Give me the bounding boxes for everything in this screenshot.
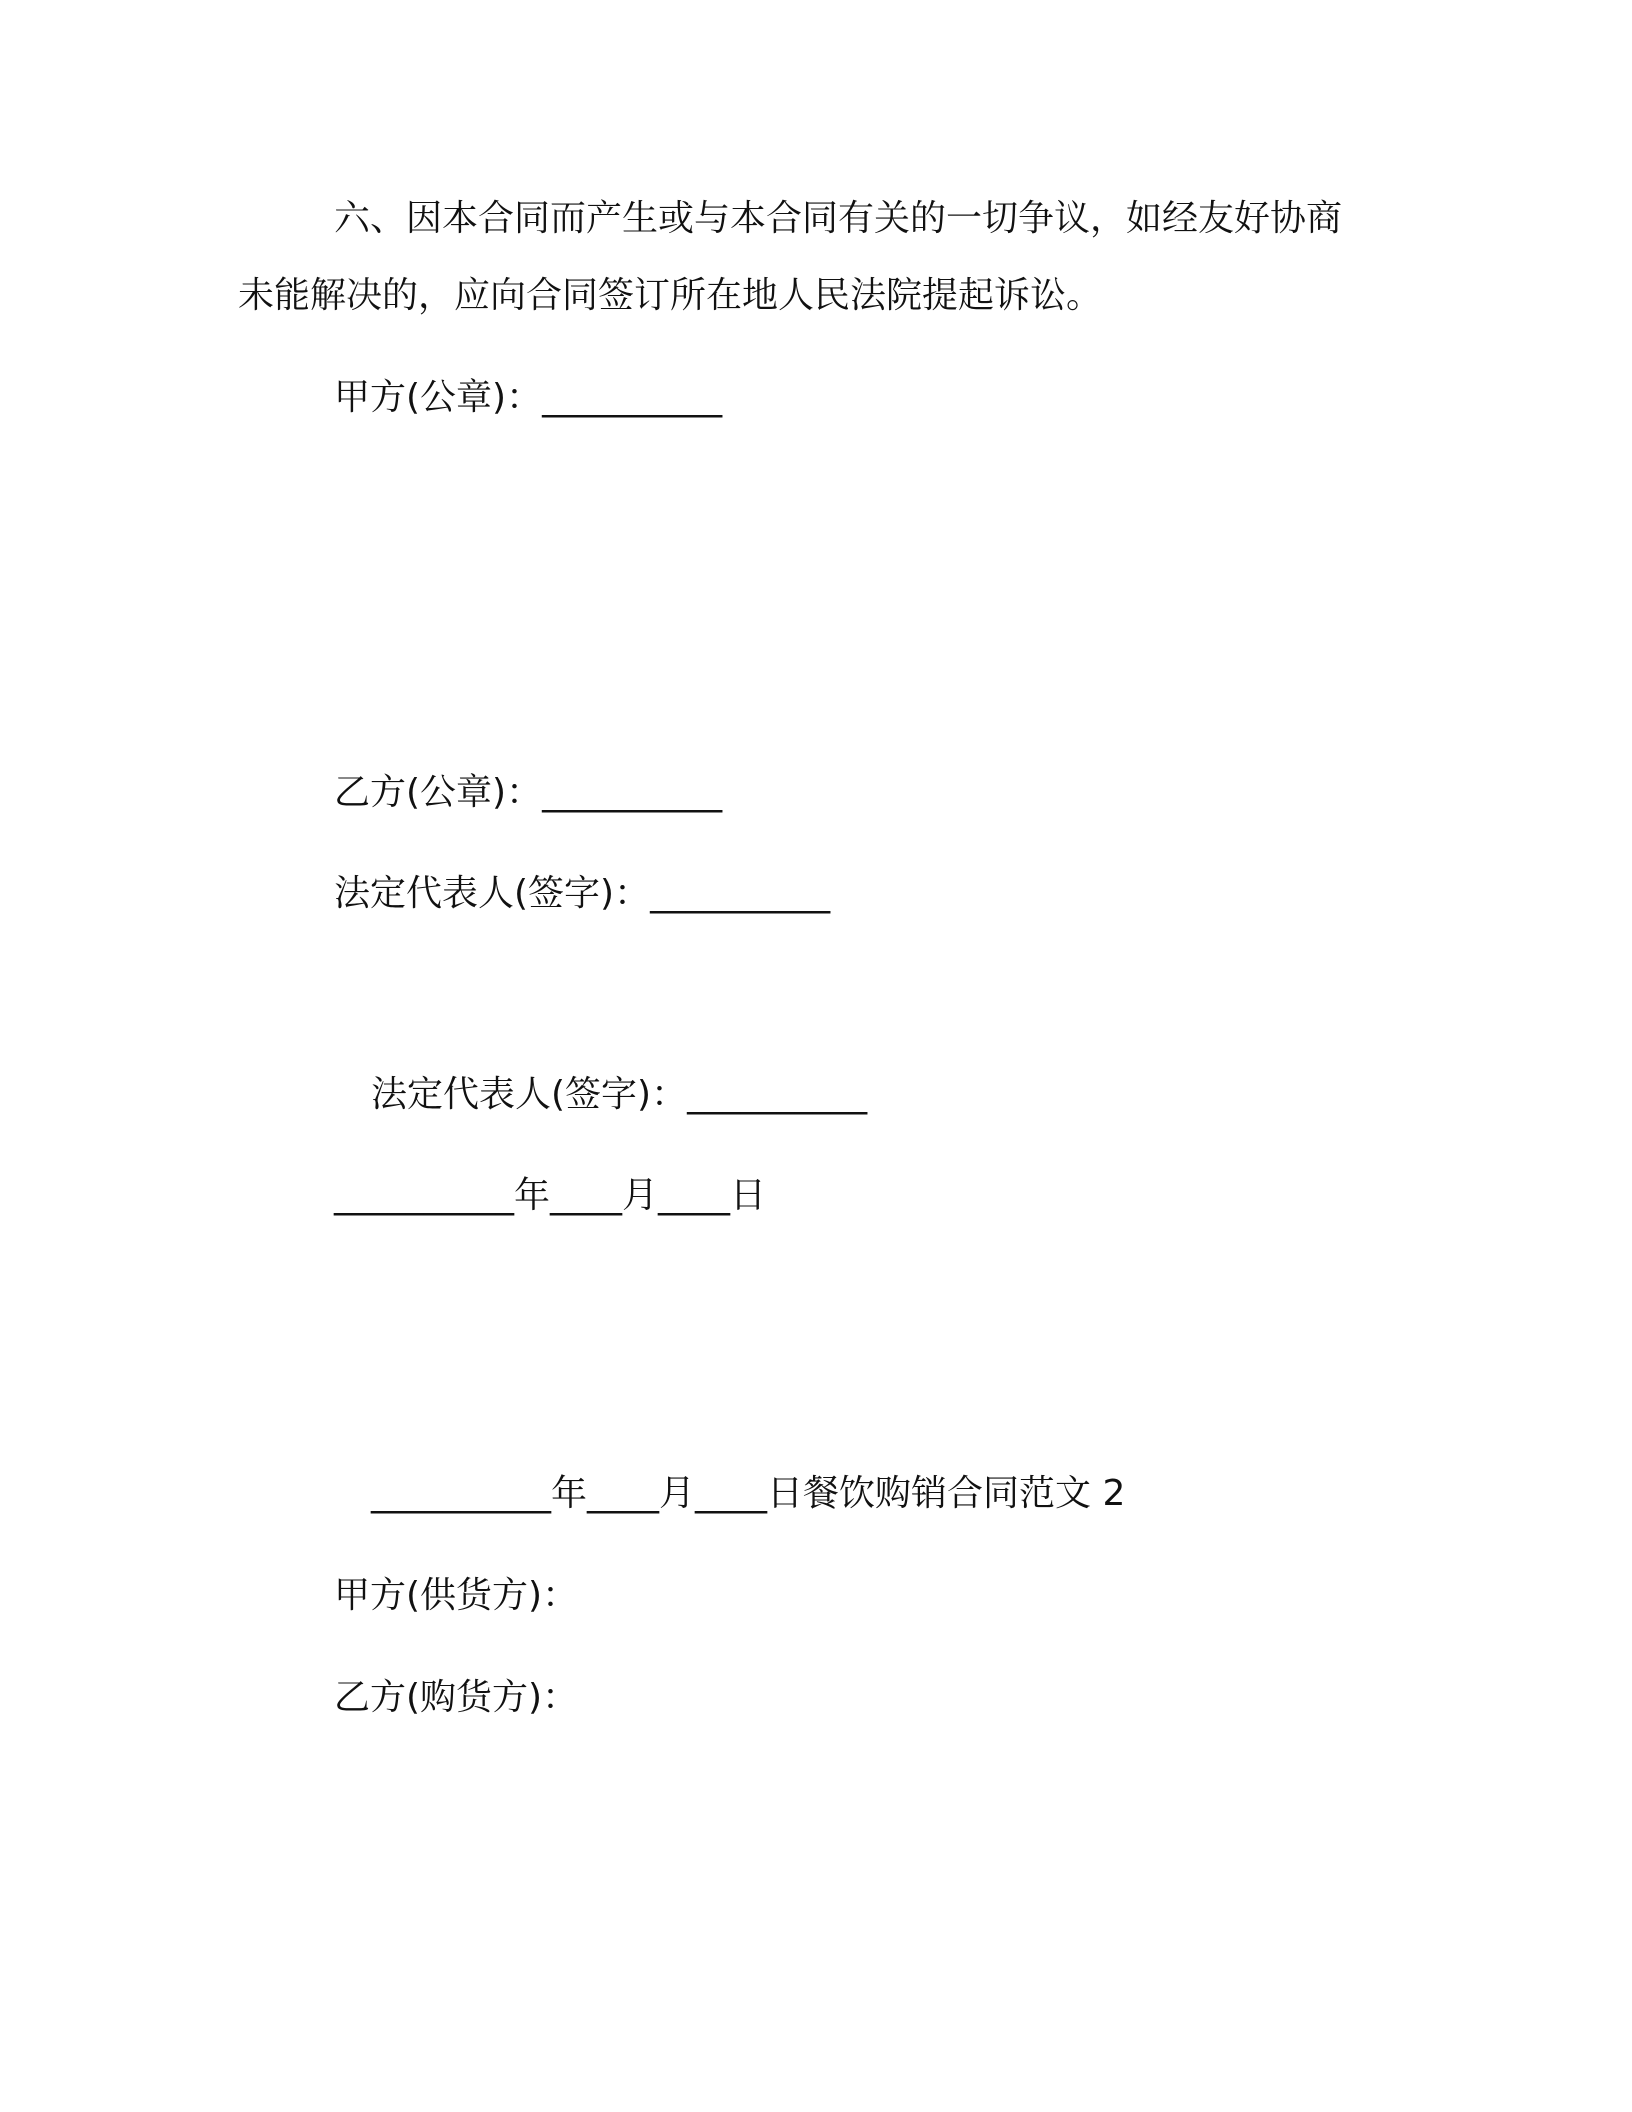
party-b-seal-line: 乙方(公章)：__________ xyxy=(334,772,723,813)
date-line: __________年____月____日 xyxy=(334,1175,766,1216)
date-and-contract-title-line: __________年____月____日餐饮购销合同范文 2 xyxy=(371,1473,1126,1514)
party-a-seal-line: 甲方(公章)：__________ xyxy=(334,377,723,418)
legal-representative-signature-line-2: 法定代表人(签字)：__________ xyxy=(371,1074,868,1115)
party-b-buyer-line: 乙方(购货方)： xyxy=(334,1677,579,1718)
clause-six-line-1: 六、因本合同而产生或与本合同有关的一切争议，如经友好协商 xyxy=(334,198,1343,239)
clause-six-line-2: 未能解决的，应向合同签订所在地人民法院提起诉讼。 xyxy=(238,275,1103,316)
party-a-supplier-line: 甲方(供货方)： xyxy=(334,1575,579,1616)
legal-representative-signature-line: 法定代表人(签字)：__________ xyxy=(334,873,831,914)
